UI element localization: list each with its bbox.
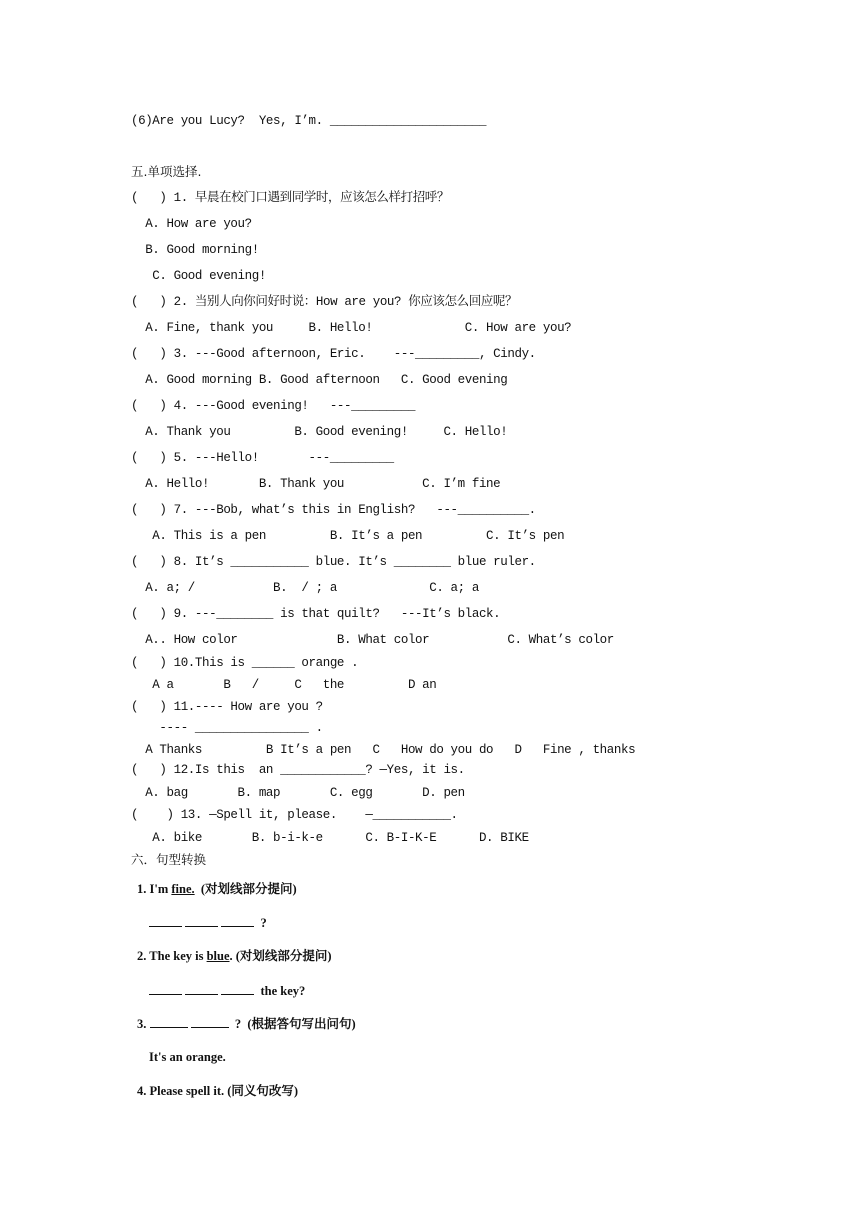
s6-question-4: 4. Please spell it. (同义句改写) (137, 1084, 299, 1098)
q3-prefix: 3. (137, 1017, 150, 1031)
s5-line: ( ) 2. 当别人向你问好时说：How are you? 你应该怎么回应呢？ (131, 295, 518, 309)
s6-answer-2 (149, 982, 305, 999)
s5-line: A Thanks B It’s a pen C How do you do D Fine , thanks (131, 743, 636, 757)
s5-line: A. This is a pen B. It’s a pen C. It’s pen (131, 529, 565, 543)
s5-line: A. How are you? (131, 217, 252, 231)
answer-blank (185, 914, 218, 927)
q1-prefix: 1. I'm (137, 882, 172, 896)
q2-prefix: 2. The key is (137, 949, 207, 963)
s5-line: ( ) 10.This is ______ orange . (131, 656, 359, 670)
s5-line: A. Good morning B. Good afternoon C. Good evening (131, 373, 508, 387)
q2-underlined-word: blue (206, 949, 230, 963)
q1-note: (对划线部分提问) (194, 882, 297, 896)
answer-blank (191, 1015, 229, 1028)
q2-answer-tail: the key? (260, 984, 306, 998)
question-6: (6)Are you Lucy? Yes, I’m. ______________________ (131, 114, 487, 128)
s6-question-1 (137, 881, 297, 897)
q2-note: . (对划线部分提问) (229, 949, 332, 963)
answer-blank (149, 914, 182, 927)
s5-line: ( ) 9. ---________ is that quilt? ---It’s black. (131, 607, 501, 621)
s5-line: A.. How color B. What color C. What’s color (131, 633, 614, 647)
answer-blank (150, 1015, 188, 1028)
s6-question-2 (137, 948, 332, 964)
q3-mark: ? (234, 1017, 242, 1031)
answer-blank (221, 982, 254, 995)
s5-line: A. Hello! B. Thank you C. I’m fine (131, 477, 501, 491)
s5-line: ( ) 3. ---Good afternoon, Eric. ---_________, Cindy. (131, 347, 536, 361)
s5-line: ( ) 4. ---Good evening! ---_________ (131, 399, 416, 413)
s5-line: C. Good evening! (131, 269, 266, 283)
s5-line: A. Thank you B. Good evening! C. Hello! (131, 425, 508, 439)
s5-line: ( ) 1. 早晨在校门口遇到同学时，应该怎么样打招呼？ (131, 191, 450, 205)
s5-line: ---- ________________ . (131, 721, 323, 735)
s5-line: B. Good morning! (131, 243, 259, 257)
s6-answer-1 (149, 914, 267, 931)
s5-line: ( ) 8. It’s ___________ blue. It’s ________ blue ruler. (131, 555, 536, 569)
s5-line: A. Fine, thank you B. Hello! C. How are you? (131, 321, 572, 335)
answer-blank (221, 914, 254, 927)
section-5-title: 五.单项选择. (131, 164, 202, 179)
s5-line: A a B / C the D an (131, 678, 437, 692)
s6-answer-3: It's an orange. (149, 1050, 226, 1064)
q3-note: (根据答句写出问句) (241, 1017, 356, 1031)
s5-line: A. bag B. map C. egg D. pen (131, 786, 465, 800)
q1-underlined-word: fine. (171, 882, 195, 896)
s5-line: ( ) 12.Is this an ____________? —Yes, it is. (131, 763, 465, 777)
s5-line: ( ) 11.---- How are you ? (131, 700, 323, 714)
answer-blank (185, 982, 218, 995)
q1-answer-tail: ? (260, 916, 267, 930)
s5-line: A. bike B. b-i-k-e C. B-I-K-E D. BIKE (131, 831, 529, 845)
section-6-title: 六．句型转换 (131, 852, 207, 867)
s6-question-3 (137, 1015, 356, 1032)
s5-line: ( ) 13. —Spell it, please. —___________. (131, 808, 458, 822)
answer-blank (149, 982, 182, 995)
s5-line: ( ) 7. ---Bob, what’s this in English? ---__________. (131, 503, 536, 517)
s5-line: A. a; / B. / ; a C. a; a (131, 581, 479, 595)
s5-line: ( ) 5. ---Hello! ---_________ (131, 451, 394, 465)
